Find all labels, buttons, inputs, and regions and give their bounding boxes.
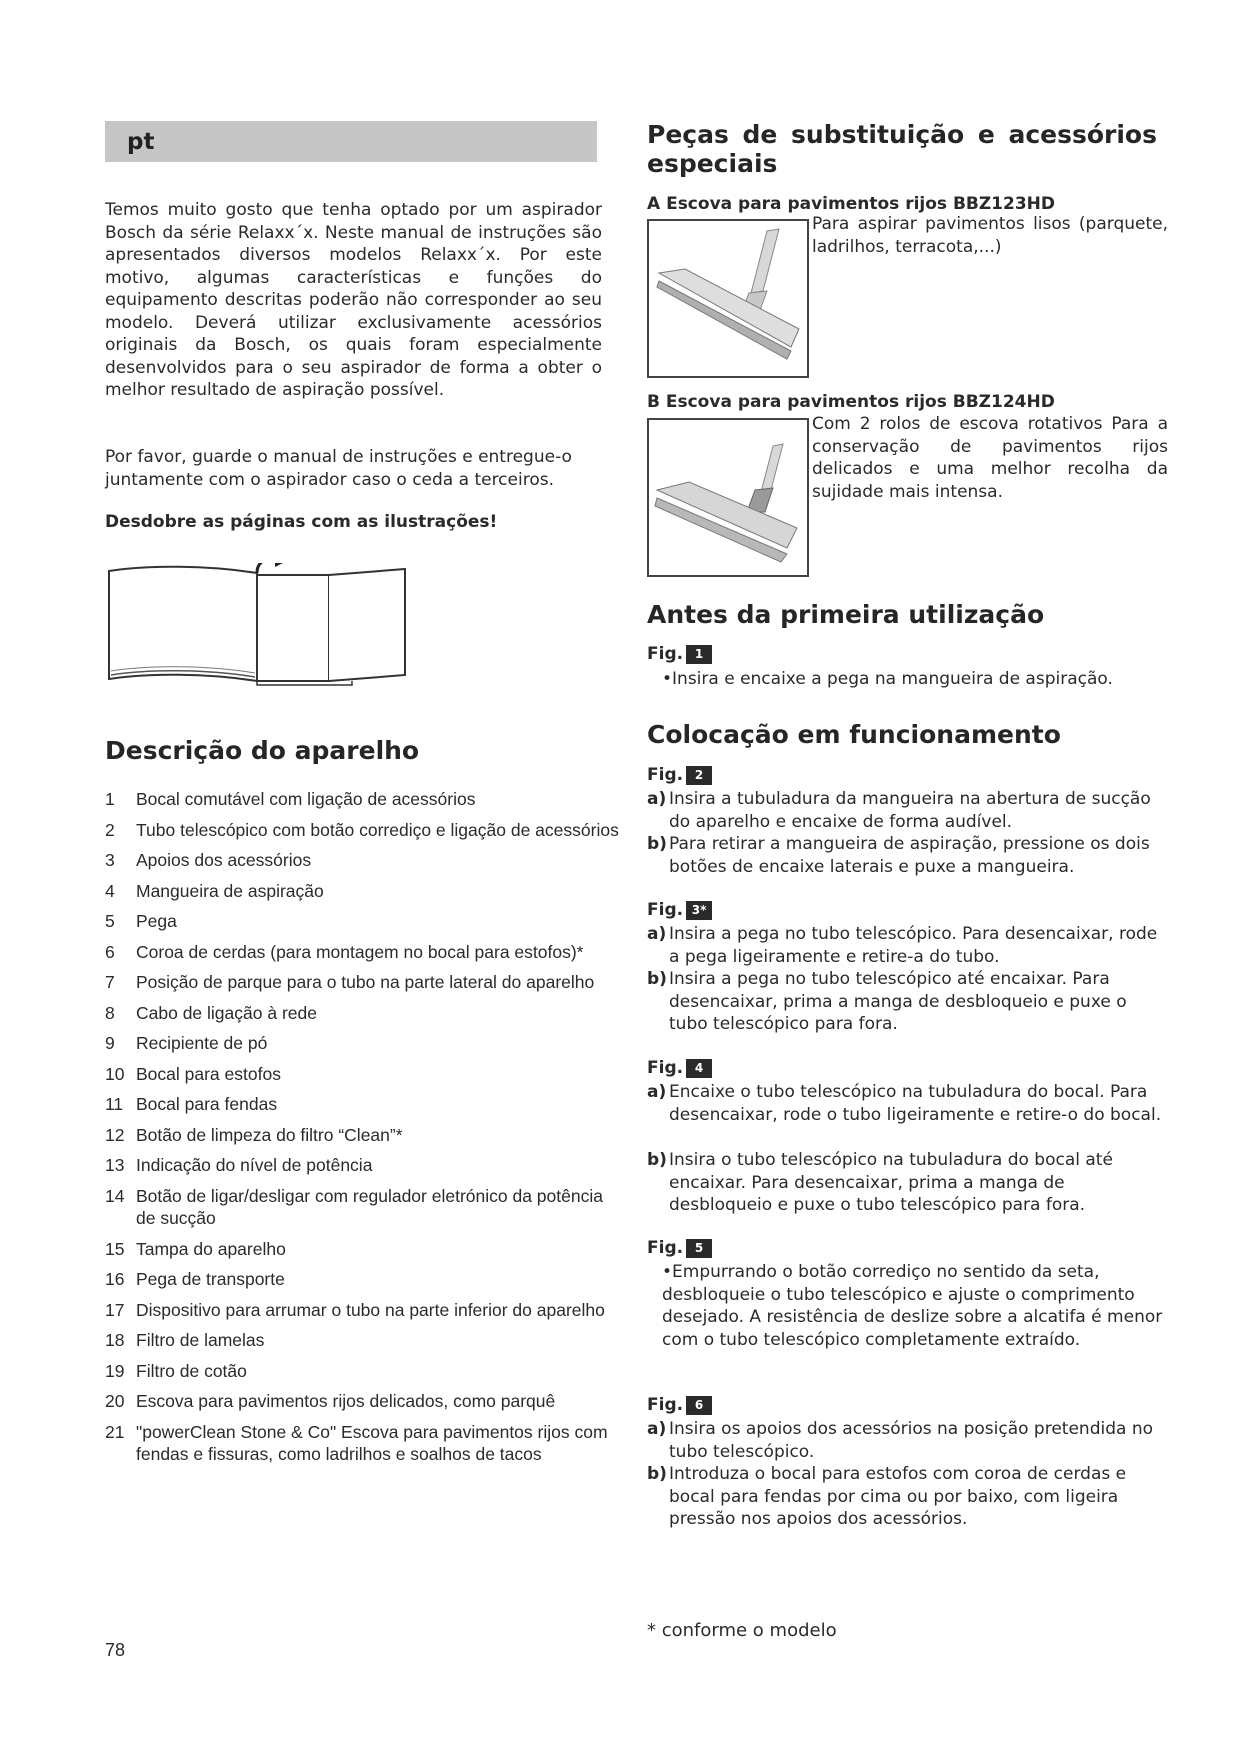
part-number: 17 <box>105 1299 125 1320</box>
fig-5-badge: 5 <box>686 1239 712 1258</box>
parts-list-item <box>105 1299 625 1322</box>
parts-list-item <box>105 1185 625 1230</box>
part-number: 16 <box>105 1269 125 1289</box>
fig-5-label: Fig. 5 <box>647 1238 712 1258</box>
parts-list-item <box>105 1329 625 1352</box>
hard-floor-brush-b-icon <box>649 420 803 571</box>
accessory-b-heading: B Escova para pavimentos rijos BBZ124HD <box>647 392 1055 412</box>
fig-3-step-a: a) Insira a pega no tubo telescópico. Para desencaixar, rode a pega ligeiramente e retire-a do tubo. <box>647 924 1158 967</box>
fig-2-step-b: b) Para retirar a mangueira de aspiração, pressione os dois botões de encaixe laterais e puxe a mangueira. <box>647 834 1150 877</box>
accessory-a-image <box>647 219 809 378</box>
part-number: 7 <box>105 972 115 992</box>
fig-3-badge: 3* <box>686 901 712 920</box>
fig-3-step-b: b) Insira a pega no tubo telescópico até encaixar. Para desencaixar, prima a manga de desbloqueio e puxe o tubo telescópico para fora. <box>647 969 1127 1034</box>
part-label: Botão de ligar/desligar com regulador eletrónico da potência de sucção <box>136 1185 603 1228</box>
part-number: 18 <box>105 1330 125 1350</box>
fig-2-badge: 2 <box>686 766 712 785</box>
part-label: Tampa do aparelho <box>136 1238 286 1259</box>
part-label: Mangueira de aspiração <box>136 880 324 901</box>
first-use-heading: Antes da primeira utilização <box>647 600 1045 629</box>
parts-list-item <box>105 971 625 994</box>
parts-list-item <box>105 1124 625 1147</box>
fig-4-step-a: a) Encaixe o tubo telescópico na tubuladura do bocal. Para desencaixar, rode o tubo ligeiramente e retire-o do bocal. <box>647 1082 1162 1125</box>
part-number: 12 <box>105 1124 125 1145</box>
footnote: * conforme o modelo <box>647 1620 837 1641</box>
part-label: Pega <box>136 911 177 931</box>
part-label: Coroa de cerdas (para montagem no bocal para estofos)* <box>136 941 584 962</box>
parts-list-item <box>105 1390 625 1413</box>
fig-6-step-a: a) Insira os apoios dos acessórios na posição pretendida no tubo telescópico. <box>647 1419 1154 1462</box>
part-number: 1 <box>105 789 115 809</box>
parts-list-item <box>105 1154 625 1177</box>
accessory-a-description: Para aspirar pavimentos lisos (parquete, ladrilhos, terracota,...) <box>812 214 1168 257</box>
fig-6-badge: 6 <box>686 1396 712 1415</box>
part-label: Bocal comutável com ligação de acessórios <box>136 789 476 809</box>
fig-2-step-a: a) Insira a tubuladura da mangueira na abertura de sucção do aparelho e encaixe de forma audível. <box>647 789 1151 832</box>
language-header-bar <box>105 121 597 162</box>
operation-heading: Colocação em funcionamento <box>647 720 1061 749</box>
part-label: Pega de transporte <box>136 1269 285 1289</box>
parts-list-item <box>105 1238 625 1261</box>
part-number: 13 <box>105 1155 125 1175</box>
parts-list-item <box>105 1421 625 1466</box>
unfold-pages-illustration <box>107 563 417 689</box>
part-number: 4 <box>105 880 115 901</box>
part-number: 9 <box>105 1033 115 1053</box>
part-label: Filtro de cotão <box>136 1360 247 1381</box>
fig-5-instruction: •Empurrando o botão corrediço no sentido da seta, desbloqueie o tubo telescópico e ajuste o comprimento desejado. A resistência de deslize sobre a alcatifa é menor com o tubo telescópico completamente extraído. <box>662 1262 1163 1350</box>
parts-list <box>105 788 625 1474</box>
accessory-b-image <box>647 418 809 577</box>
part-label: Botão de limpeza do filtro “Clean”* <box>136 1124 403 1145</box>
part-number: 6 <box>105 941 115 962</box>
unfold-notice: Desdobre as páginas com as ilustrações! <box>105 512 498 532</box>
part-number: 10 <box>105 1063 125 1084</box>
part-number: 2 <box>105 819 115 840</box>
part-label: "powerClean Stone & Co" Escova para pavimentos rijos com fendas e fissuras, como ladrilhos e soalhos de tacos <box>136 1421 608 1464</box>
device-description-heading: Descrição do aparelho <box>105 736 420 765</box>
part-number: 20 <box>105 1391 125 1411</box>
language-code: pt <box>127 129 155 155</box>
part-label: Tubo telescópico com botão corrediço e ligação de acessórios <box>136 819 619 840</box>
fig-6-step-b: b) Introduza o bocal para estofos com coroa de cerdas e bocal para fendas por cima ou por baixo, com ligeira pressão nos apoios dos acessórios. <box>647 1464 1127 1529</box>
part-label: Dispositivo para arrumar o tubo na parte inferior do aparelho <box>136 1299 605 1320</box>
accessory-a-heading: A Escova para pavimentos rijos BBZ123HD <box>647 194 1056 214</box>
part-label: Recipiente de pó <box>136 1033 268 1053</box>
parts-list-item <box>105 849 625 872</box>
fig-2-label: Fig. 2 <box>647 765 712 785</box>
part-label: Filtro de lamelas <box>136 1330 265 1350</box>
part-label: Posição de parque para o tubo na parte lateral do aparelho <box>136 972 595 992</box>
part-number: 21 <box>105 1421 125 1442</box>
spare-parts-heading: Peças de substituição e acessórios especiais <box>647 120 1157 178</box>
part-label: Cabo de ligação à rede <box>136 1002 317 1023</box>
fig-6-label: Fig. 6 <box>647 1395 712 1415</box>
parts-list-item <box>105 1093 625 1116</box>
fig-4-badge: 4 <box>686 1059 712 1078</box>
part-label: Bocal para fendas <box>136 1094 278 1114</box>
part-number: 8 <box>105 1002 115 1023</box>
parts-list-item <box>105 941 625 964</box>
parts-list-item <box>105 1360 625 1383</box>
intro-paragraph-2: Por favor, guarde o manual de instruções e entregue-o juntamente com o aspirador caso o ceda a terceiros. <box>105 447 572 490</box>
fig-1-label: Fig. 1 <box>647 644 712 664</box>
parts-list-item <box>105 788 625 811</box>
intro-paragraph: Temos muito gosto que tenha optado por um aspirador Bosch da série Relaxx´x. Neste manual de instruções são apresentados diversos modelos Relaxx´x. Por este motivo, algumas características e funções do equipamento descritas poderão não corresponder ao seu modelo. Deverá utilizar exclusivamente acessórios originais da Bosch, os quais foram especialmente desenvolvidos para o seu aspirador de forma a obter o melhor resultado de aspiração possível. <box>105 200 602 400</box>
fig-4-step-b: b) Insira o tubo telescópico na tubuladura do bocal até encaixar. Para desencaixar, prima a manga de desbloqueio e puxe o tubo telescópico para fora. <box>647 1150 1113 1215</box>
parts-list-item <box>105 819 625 842</box>
part-number: 11 <box>105 1094 124 1114</box>
part-number: 3 <box>105 850 115 870</box>
fig-1-instruction: •Insira e encaixe a pega na mangueira de aspiração. <box>662 669 1113 689</box>
page-number: 78 <box>105 1640 126 1660</box>
parts-list-item <box>105 1268 625 1291</box>
part-number: 19 <box>105 1360 125 1381</box>
parts-list-item <box>105 880 625 903</box>
fig-4-label: Fig. 4 <box>647 1058 712 1078</box>
part-label: Escova para pavimentos rijos delicados, como parquê <box>136 1391 556 1411</box>
part-label: Indicação do nível de potência <box>136 1155 373 1175</box>
parts-list-item <box>105 1063 625 1086</box>
hard-floor-brush-a-icon <box>649 221 803 372</box>
part-label: Apoios dos acessórios <box>136 850 312 870</box>
part-number: 14 <box>105 1185 125 1206</box>
fig-1-badge: 1 <box>686 645 712 664</box>
fig-3-label: Fig. 3* <box>647 900 712 920</box>
parts-list-item <box>105 910 625 933</box>
accessory-b-description: Com 2 rolos de escova rotativos Para a conservação de pavimentos rijos delicados e uma melhor recolha da sujidade mais intensa. <box>812 414 1168 502</box>
parts-list-item <box>105 1032 625 1055</box>
part-number: 15 <box>105 1238 125 1259</box>
parts-list-item <box>105 1002 625 1025</box>
part-number: 5 <box>105 911 115 931</box>
part-label: Bocal para estofos <box>136 1063 281 1084</box>
